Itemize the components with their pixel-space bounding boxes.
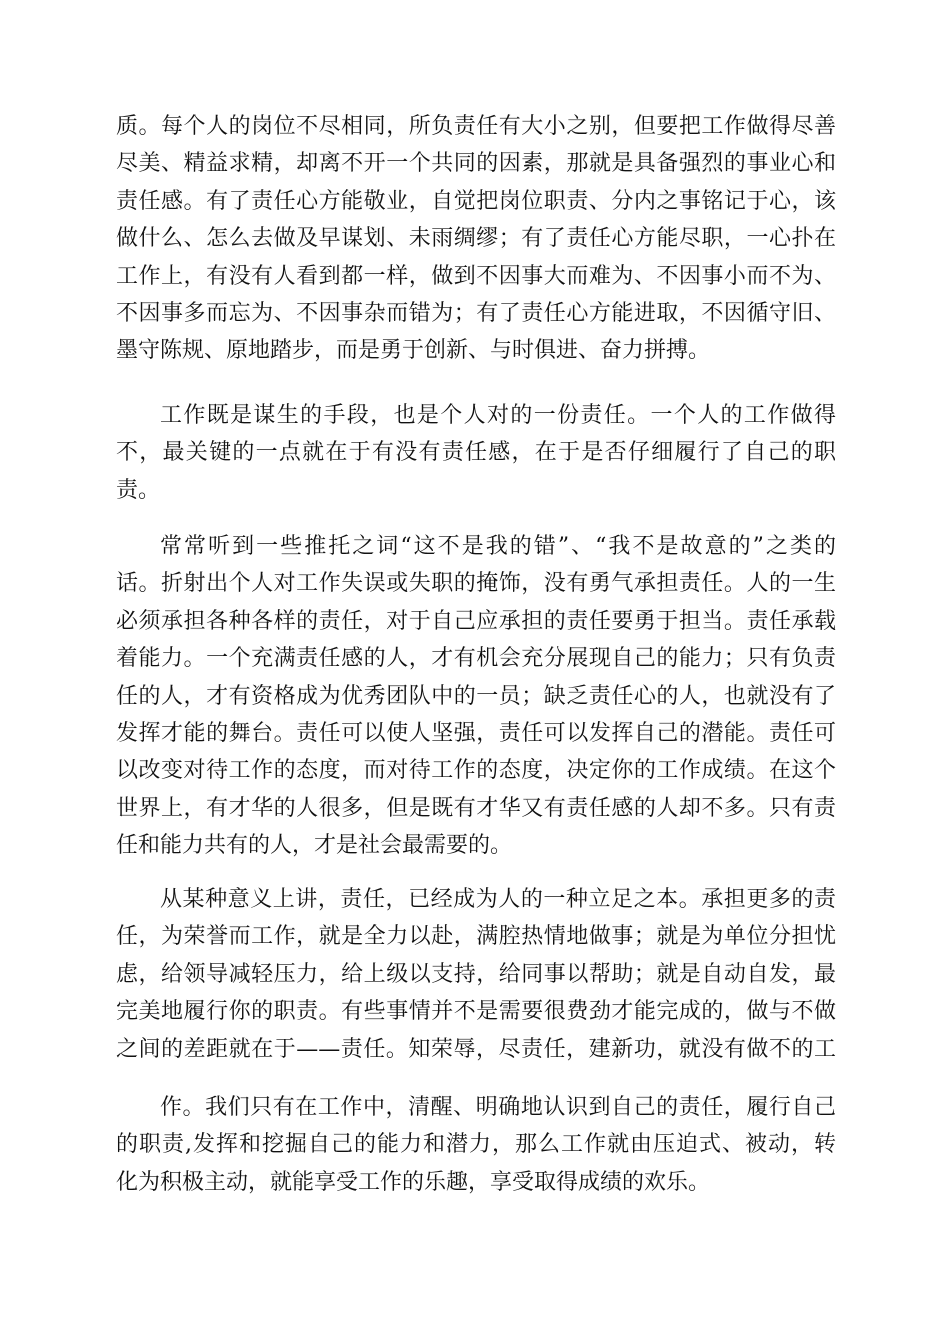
text-line: 做什么、怎么去做及早谋划、未雨绸缪；有了责任心方能尽职，一心扑在 — [116, 226, 836, 252]
text-line: 的职责,发挥和挖掘自己的能力和潜力，那么工作就由压迫式、被动，转 — [116, 1132, 836, 1158]
text-line: 必须承担各种各样的责任，对于自己应承担的责任要勇于担当。责任承载 — [116, 608, 836, 634]
text-line: 虑，给领导减轻压力，给上级以支持，给同事以帮助；就是自动自发，最 — [116, 961, 836, 987]
text-line: 工作上，有没有人看到都一样，做到不因事大而难为、不因事小而不为、 — [116, 263, 836, 289]
text-line: 工作既是谋生的手段，也是个人对的一份责任。一个人的工作做得 — [160, 403, 836, 428]
paragraph-2 — [116, 397, 836, 509]
text-line: 任和能力共有的人，才是社会最需要的。 — [116, 833, 513, 859]
text-line: 任的人，才有资格成为优秀团队中的一员；缺乏责任心的人，也就没有了 — [116, 683, 836, 709]
text-line: 发挥才能的舞台。责任可以使人坚强，责任可以发挥自己的潜能。责任可 — [116, 720, 836, 746]
text-line: 从某种意义上讲，责任，已经成为人的一种立足之本。承担更多的责 — [160, 887, 836, 912]
text-line: 常常听到一些推托之词“这不是我的错”、“我不是故意的”之类的 — [160, 534, 836, 559]
text-line: 责。 — [116, 477, 161, 503]
text-line: 质。每个人的岗位不尽相同，所负责任有大小之别，但要把工作做得尽善 — [116, 114, 836, 139]
text-line: 之间的差距就在于——责任。知荣辱，尽责任，建新功，就没有做不的工 — [116, 1036, 836, 1062]
text-line: 话。折射出个人对工作失误或失职的掩饰，没有勇气承担责任。人的一生 — [116, 571, 836, 597]
text-line: 墨守陈规、原地踏步，而是勇于创新、与时俱进、奋力拼搏。 — [116, 338, 711, 364]
text-line: 不，最关键的一点就在于有没有责任感，在于是否仔细履行了自己的职 — [116, 440, 836, 466]
text-line: 责任感。有了责任心方能敬业，自觉把岗位职责、分内之事铭记于心，该 — [116, 188, 836, 214]
text-line: 作。我们只有在工作中，清醒、明确地认识到自己的责任，履行自己 — [160, 1095, 836, 1120]
text-line: 任，为荣誉而工作，就是全力以赴，满腔热情地做事；就是为单位分担忧 — [116, 924, 836, 950]
paragraph-5 — [116, 1089, 836, 1201]
paragraph-4 — [116, 881, 836, 1068]
text-line: 完美地履行你的职责。有些事情并不是需要很费劲才能完成的，做与不做 — [116, 999, 836, 1025]
text-line: 着能力。一个充满责任感的人，才有机会充分展现自己的能力；只有负责 — [116, 646, 836, 672]
text-line: 不因事多而忘为、不因事杂而错为；有了责任心方能进取，不因循守旧、 — [116, 300, 836, 326]
text-line: 世界上，有才华的人很多，但是既有才华又有责任感的人却不多。只有责 — [116, 795, 836, 821]
text-line: 化为积极主动，就能享受工作的乐趣，享受取得成绩的欢乐。 — [116, 1169, 711, 1195]
paragraph-3 — [116, 528, 836, 865]
text-line: 尽美、精益求精，却离不开一个共同的因素，那就是具备强烈的事业心和 — [116, 151, 836, 177]
text-line: 以改变对待工作的态度，而对待工作的态度，决定你的工作成绩。在这个 — [116, 758, 836, 784]
paragraph-1 — [116, 108, 836, 370]
